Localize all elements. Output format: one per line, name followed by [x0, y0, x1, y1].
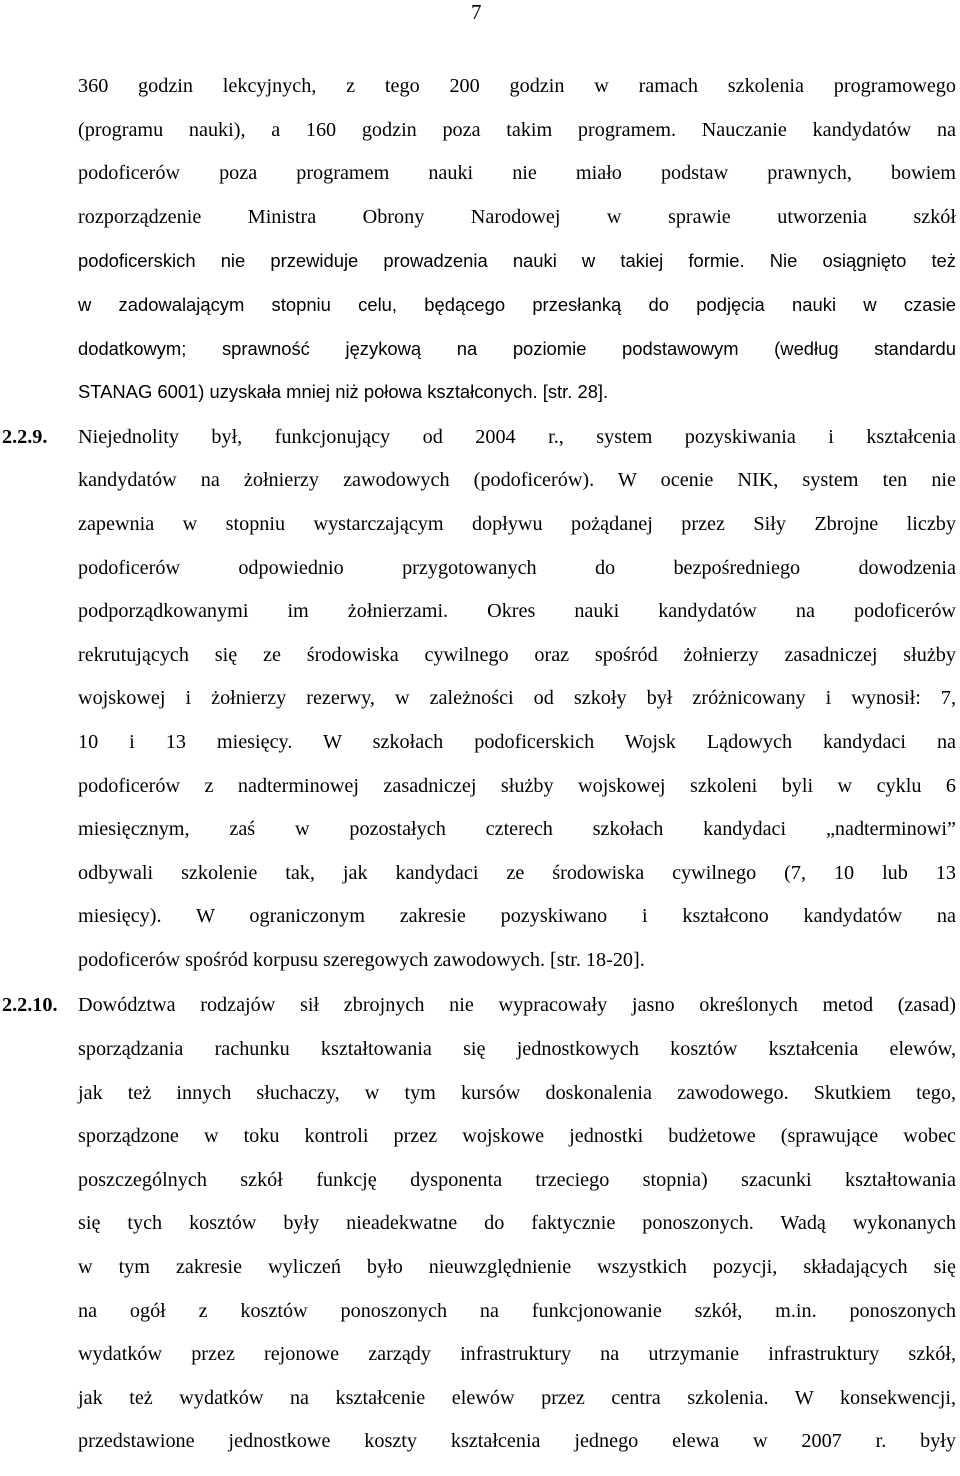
- section-number: 2.2.10.: [2, 994, 58, 1017]
- section-2-2-10: [2, 984, 956, 1464]
- text-line: Dowództwa rodzajów sił zbrojnych nie wypracowały jasno określonych metod (zasad): [78, 994, 956, 1017]
- text-line: podoficerów odpowiednio przygotowanych do bezpośredniego dowodzenia: [78, 556, 956, 579]
- text-line: jak też wydatków na kształcenie elewów przez centra szkolenia. W konsekwencji,: [78, 1386, 956, 1409]
- text-line: podoficerów poza programem nauki nie miało podstaw prawnych, bowiem: [78, 162, 956, 185]
- text-line: kandydatów na żołnierzy zawodowych (podoficerów). W ocenie NIK, system ten nie: [78, 469, 956, 492]
- text-line: [78, 239, 956, 283]
- text-line: STANAG 6001) uzyskała mniej niż połowa kształconych. [str. 28].: [78, 381, 609, 403]
- text-line: miesięcy). W ograniczonym zakresie pozyskiwano i kształcono kandydatów na: [78, 905, 956, 928]
- text-line: poszczególnych szkół funkcję dysponenta trzeciego stopnia) szacunki kształtowania: [78, 1168, 956, 1191]
- text-line: (programu nauki), a 160 godzin poza takim programem. Nauczanie kandydatów na: [78, 118, 956, 141]
- section-2-2-9: [2, 416, 956, 983]
- text-line: podoficerów z nadterminowej zasadniczej służby wojskowej szkoleni byli w cyklu 6: [78, 774, 956, 797]
- text-line: 10 i 13 miesięcy. W szkołach podoficerskich Wojsk Lądowych kandydaci na: [78, 730, 956, 753]
- text-line: rekrutujących się ze środowiska cywilnego oraz spośród żołnierzy zasadniczej służby: [78, 643, 956, 666]
- text-span-sans: podoficerskich nie przewiduje prowadzenia nauki w takiej formie.: [78, 250, 745, 272]
- text-line: zapewnia w stopniu wystarczającym dopływu pożądanej przez Siły Zbrojne liczby: [78, 512, 956, 535]
- text-line: rozporządzenie Ministra Obrony Narodowej w sprawie utworzenia szkół: [78, 205, 956, 228]
- text-line: Niejednolity był, funkcjonujący od 2004 r., system pozyskiwania i kształcenia: [78, 425, 956, 448]
- text-line: 360 godzin lekcyjnych, z tego 200 godzin w ramach szkolenia programowego: [78, 75, 956, 97]
- text-line: miesięcznym, zaś w pozostałych czterech szkołach kandydaci „nadterminowi”: [78, 818, 956, 841]
- text-line: wydatków przez rejonowe zarządy infrastruktury na utrzymanie infrastruktury szkół,: [78, 1343, 956, 1366]
- text-span-sans: Nie osiągnięto też: [744, 250, 956, 272]
- text-line: się tych kosztów były nieadekwatne do faktycznie ponoszonych. Wadą wykonanych: [78, 1212, 956, 1235]
- document-body: [2, 65, 956, 1464]
- text-line: dodatkowym; sprawność językową na poziomie podstawowym (według standardu: [78, 337, 956, 359]
- text-line: na ogół z kosztów ponoszonych na funkcjonowanie szkół, m.in. ponoszonych: [78, 1299, 956, 1322]
- text-line: przedstawione jednostkowe koszty kształcenia jednego elewa w 2007 r. były: [78, 1430, 956, 1453]
- text-line: w zadowalającym stopniu celu, będącego przesłanką do podjęcia nauki w czasie: [78, 293, 956, 315]
- text-line: podoficerów spośród korpusu szeregowych zawodowych. [str. 18-20].: [78, 948, 645, 971]
- section-number: 2.2.9.: [2, 425, 48, 448]
- paragraph-continuation: [78, 65, 956, 414]
- text-line: odbywali szkolenie tak, jak kandydaci ze środowiska cywilnego (7, 10 lub 13: [78, 861, 956, 884]
- text-line: sporządzone w toku kontroli przez wojskowe jednostki budżetowe (sprawujące wobec: [78, 1125, 956, 1148]
- text-line: sporządzania rachunku kształtowania się jednostkowych kosztów kształcenia elewów,: [78, 1038, 956, 1061]
- text-line: podporządkowanymi im żołnierzami. Okres nauki kandydatów na podoficerów: [78, 600, 956, 623]
- page-number-text: 7: [471, 0, 482, 24]
- text-line: jak też innych słuchaczy, w tym kursów doskonalenia zawodowego. Skutkiem tego,: [78, 1081, 956, 1104]
- text-line: w tym zakresie wyliczeń było nieuwzględnienie wszystkich pozycji, składających się: [78, 1256, 956, 1279]
- text-line: wojskowej i żołnierzy rezerwy, w zależności od szkoły był zróżnicowany i wynosił: 7,: [78, 687, 956, 710]
